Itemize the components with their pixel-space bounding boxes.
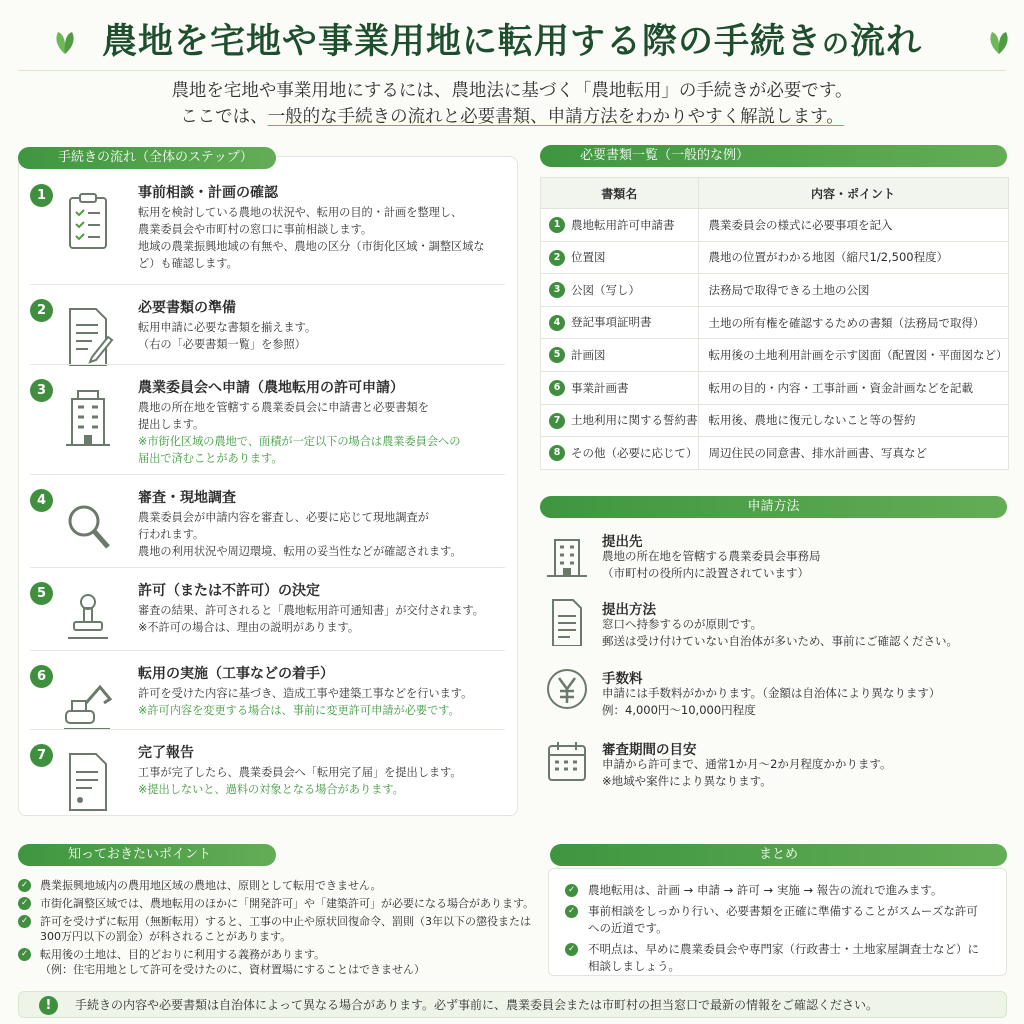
- step-line: 地域の農業振興地域の有無や、農地の区分（市街化区域・調整区域な: [138, 240, 485, 253]
- doc-row: [541, 306, 1009, 339]
- doc-row: [541, 241, 1009, 274]
- step-line: 農業委員会や市町村の窓口に事前相談します。: [138, 223, 373, 236]
- step-separator: [30, 364, 505, 365]
- point-line: 市街化調整区域では、農地転用のほかに「開発許可」や「建築許可」が必要になる場合があります。: [40, 897, 535, 910]
- point-item: [18, 914, 538, 944]
- step-separator: [30, 474, 505, 475]
- document-pen-icon: [62, 305, 114, 369]
- step-title: 農業委員会へ申請（農地転用の許可申請）: [138, 380, 404, 396]
- method-line: 申請から許可まで、通常1か月～2か月程度かかります。: [602, 757, 892, 771]
- docs-col-desc: 内容・ポイント: [698, 178, 1008, 209]
- point-line: 農業振興地域内の農用地区域の農地は、原則として転用できません。: [40, 879, 382, 892]
- step-line: 提出します。: [138, 418, 205, 431]
- report-icon: [62, 750, 114, 814]
- doc-desc: 土地の所有権を確認するための書類（法務局で取得）: [698, 306, 1008, 339]
- step-number: 5: [30, 582, 53, 605]
- step-separator: [30, 284, 505, 285]
- summary-line: 農地転用は、計画 → 申請 → 許可 → 実施 → 報告の流れで進みます。: [588, 883, 943, 897]
- doc-number: 3: [549, 282, 565, 298]
- point-line: 許可を受けずに転用（無断転用）すると、工事の中止や原状回復命令、罰則（3年以下の懲役または: [40, 915, 531, 928]
- method-title: 提出先: [602, 534, 643, 550]
- doc-name: 登記事項証明書: [571, 315, 652, 330]
- doc-name-cell: [541, 404, 699, 437]
- doc-name: 公図（写し）: [571, 282, 640, 297]
- doc-number: 5: [549, 347, 565, 363]
- step-separator: [30, 567, 505, 568]
- summary-item: [565, 882, 1005, 899]
- building-icon: [545, 530, 589, 578]
- docs-table: [540, 177, 1009, 470]
- step-separator: [30, 650, 505, 651]
- document-icon: [545, 598, 589, 646]
- steps-header: 手続きの流れ（全体のステップ）: [18, 147, 276, 169]
- step-line: 農業委員会が申請内容を審査し、必要に応じて現地調査が: [138, 511, 429, 524]
- step-line: 転用申請に必要な書類を揃えます。: [138, 321, 317, 334]
- step-number: 7: [30, 744, 53, 767]
- step-title: 転用の実施（工事などの着手）: [138, 666, 334, 682]
- excavator-icon: [62, 671, 114, 735]
- docs-header: 必要書類一覧（一般的な例）: [540, 145, 1007, 167]
- doc-name-cell: [541, 371, 699, 404]
- magnifier-icon: [62, 495, 114, 559]
- method-body: [602, 756, 891, 790]
- step-body: [138, 319, 513, 353]
- points-list: [18, 878, 538, 980]
- summary-header: まとめ: [550, 844, 1007, 866]
- method-line: 窓口へ持参するのが原則です。: [602, 617, 763, 631]
- step-line: 許可を受けた内容に基づき、造成工事や建築工事などを行います。: [138, 687, 473, 700]
- doc-row: [541, 371, 1009, 404]
- exclamation-icon: !: [39, 996, 58, 1015]
- method-body: [602, 685, 940, 719]
- stamp-icon: [62, 588, 114, 652]
- check-icon: ✓: [565, 884, 578, 897]
- method-line: ※地域や案件により異なります。: [602, 774, 772, 788]
- point-line: （例：住宅用地として許可を受けたのに、資材置場にすることはできません）: [40, 963, 425, 976]
- step-line: 転用を検討している農地の状況や、転用の目的・計画を整理し、: [138, 206, 463, 219]
- step-body: [138, 764, 513, 798]
- step-title: 事前相談・計画の確認: [138, 185, 278, 201]
- check-icon: ✓: [565, 943, 578, 956]
- clipboard-icon: [62, 190, 114, 254]
- doc-desc: 法務局で取得できる土地の公図: [698, 274, 1008, 307]
- point-item: [18, 896, 538, 911]
- step-body: [138, 509, 513, 560]
- method-line: 農地の所在地を管轄する農業委員会事務局: [602, 549, 821, 563]
- step-line: 工事が完了したら、農業委員会へ「転用完了届」を提出します。: [138, 766, 462, 779]
- check-icon: ✓: [18, 897, 31, 910]
- method-line: 例：4,000円～10,000円程度: [602, 703, 756, 717]
- method-line: （市町村の役所内に設置されています）: [602, 566, 809, 580]
- doc-name-cell: [541, 209, 699, 242]
- step-number: 3: [30, 379, 53, 402]
- step-number: 1: [30, 184, 53, 207]
- doc-row: [541, 437, 1009, 470]
- doc-name: 土地利用に関する誓約書: [571, 413, 698, 428]
- doc-name: 農地転用許可申請書: [571, 217, 675, 232]
- step-title: 許可（または不許可）の決定: [138, 583, 320, 599]
- summary-line: 相談しましょう。: [588, 959, 680, 973]
- doc-number: 6: [549, 380, 565, 396]
- doc-name-cell: [541, 274, 699, 307]
- point-line: 300万円以下の罰金）が科されることがあります。: [40, 930, 292, 943]
- step-separator: [30, 729, 505, 730]
- doc-number: 8: [549, 445, 565, 461]
- step-body: [138, 204, 513, 272]
- method-body: [602, 548, 821, 582]
- method-header: 申請方法: [540, 496, 1007, 518]
- step-line: 農地の所在地を管轄する農業委員会に申請書と必要書類を: [138, 401, 429, 414]
- step-note: ※許可内容を変更する場合は、事前に変更許可申請が必要です。: [138, 704, 460, 717]
- step-note: ※提出しないと、過料の対象となる場合があります。: [138, 783, 404, 796]
- check-icon: ✓: [18, 879, 31, 892]
- summary-item: [565, 941, 1005, 975]
- summary-line: への近道です。: [588, 921, 668, 935]
- points-header: 知っておきたいポイント: [18, 844, 276, 866]
- summary-item: [565, 903, 1005, 937]
- step-body: [138, 602, 513, 636]
- step-title: 必要書類の準備: [138, 300, 236, 316]
- doc-row: [541, 339, 1009, 372]
- doc-number: 4: [549, 315, 565, 331]
- step-number: 4: [30, 489, 53, 512]
- method-title: 審査期間の目安: [602, 742, 697, 758]
- step-line: ※不許可の場合は、理由の説明があります。: [138, 621, 360, 634]
- yen-icon: [545, 667, 589, 715]
- step-note: ※市街化区域の農地で、面積が一定以下の場合は農業委員会への: [138, 435, 461, 448]
- notice-bar: ! 手続きの内容や必要書類は自治体によって異なる場合があります。必ず事前に、農業委員会または市町村の担当窓口で最新の情報をご確認ください。: [18, 991, 1007, 1018]
- step-line: ど）も確認します。: [138, 257, 238, 270]
- doc-row: [541, 209, 1009, 242]
- intro-text: 農地を宅地や事業用地にするには、農地法に基づく「農地転用」の手続きが必要です。 ここでは、一般的な手続きの流れと必要書類、申請方法をわかりやすく解説します。: [171, 81, 853, 127]
- point-item: [18, 878, 538, 893]
- doc-number: 7: [549, 413, 565, 429]
- check-icon: ✓: [18, 915, 31, 928]
- point-item: [18, 947, 538, 977]
- calendar-icon: [545, 738, 589, 786]
- step-line: 審査の結果、許可されると「農地転用許可通知書」が交付されます。: [138, 604, 484, 617]
- doc-name: 計画図: [571, 347, 606, 362]
- summary-line: 事前相談をしっかり行い、必要書類を正確に準備することがスムーズな許可: [588, 904, 978, 918]
- doc-name-cell: [541, 437, 699, 470]
- doc-name: その他（必要に応じて）: [571, 445, 698, 460]
- doc-name: 位置図: [571, 250, 606, 265]
- doc-name-cell: [541, 306, 699, 339]
- method-line: 申請には手数料がかかります。（金額は自治体により異なります）: [602, 686, 941, 700]
- doc-desc: 農地の位置がわかる地図（縮尺1/2,500程度）: [698, 241, 1008, 274]
- step-line: 農地の利用状況や周辺環境、転用の妥当性などが確認されます。: [138, 545, 462, 558]
- doc-number: 2: [549, 250, 565, 266]
- step-body: [138, 685, 513, 719]
- doc-number: 1: [549, 217, 565, 233]
- step-line: 行われます。: [138, 528, 205, 541]
- docs-col-name: 書類名: [541, 178, 699, 209]
- step-title: 完了報告: [138, 745, 194, 761]
- building-icon: [62, 385, 114, 449]
- doc-row: [541, 274, 1009, 307]
- method-line: 郵送は受け付けていない自治体が多いため、事前にご確認ください。: [602, 634, 959, 648]
- check-icon: ✓: [565, 905, 578, 918]
- doc-row: [541, 404, 1009, 437]
- doc-name-cell: [541, 241, 699, 274]
- summary-list: [565, 882, 1005, 979]
- doc-desc: 転用後、農地に復元しないこと等の誓約: [698, 404, 1008, 437]
- check-icon: ✓: [18, 948, 31, 961]
- doc-desc: 転用の目的・内容・工事計画・資金計画などを記載: [698, 371, 1008, 404]
- title-divider: [18, 70, 1006, 71]
- doc-name: 事業計画書: [571, 380, 629, 395]
- step-number: 6: [30, 665, 53, 688]
- doc-desc: 農業委員会の様式に必要事項を記入: [698, 209, 1008, 242]
- leaf-icon: [984, 26, 1014, 56]
- doc-desc: 周辺住民の同意書、排水計画書、写真など: [698, 437, 1008, 470]
- method-title: 手数料: [602, 671, 643, 687]
- doc-name-cell: [541, 339, 699, 372]
- step-body: [138, 399, 513, 467]
- step-title: 審査・現地調査: [138, 490, 236, 506]
- point-line: 転用後の土地は、目的どおりに利用する義務があります。: [40, 948, 326, 961]
- step-line: （右の「必要書類一覧」を参照）: [138, 338, 306, 351]
- summary-line: 不明点は、早めに農業委員会や専門家（行政書士・土地家屋調査士など）に: [588, 942, 979, 956]
- doc-desc: 転用後の土地利用計画を示す図面（配置図・平面図など）: [698, 339, 1008, 372]
- step-number: 2: [30, 299, 53, 322]
- method-body: [602, 616, 958, 650]
- page-title: 農地を宅地や事業用地に転用する際の手続きの流れ: [101, 22, 923, 62]
- step-note: 届出で済むことがあります。: [138, 452, 283, 465]
- method-title: 提出方法: [602, 602, 656, 618]
